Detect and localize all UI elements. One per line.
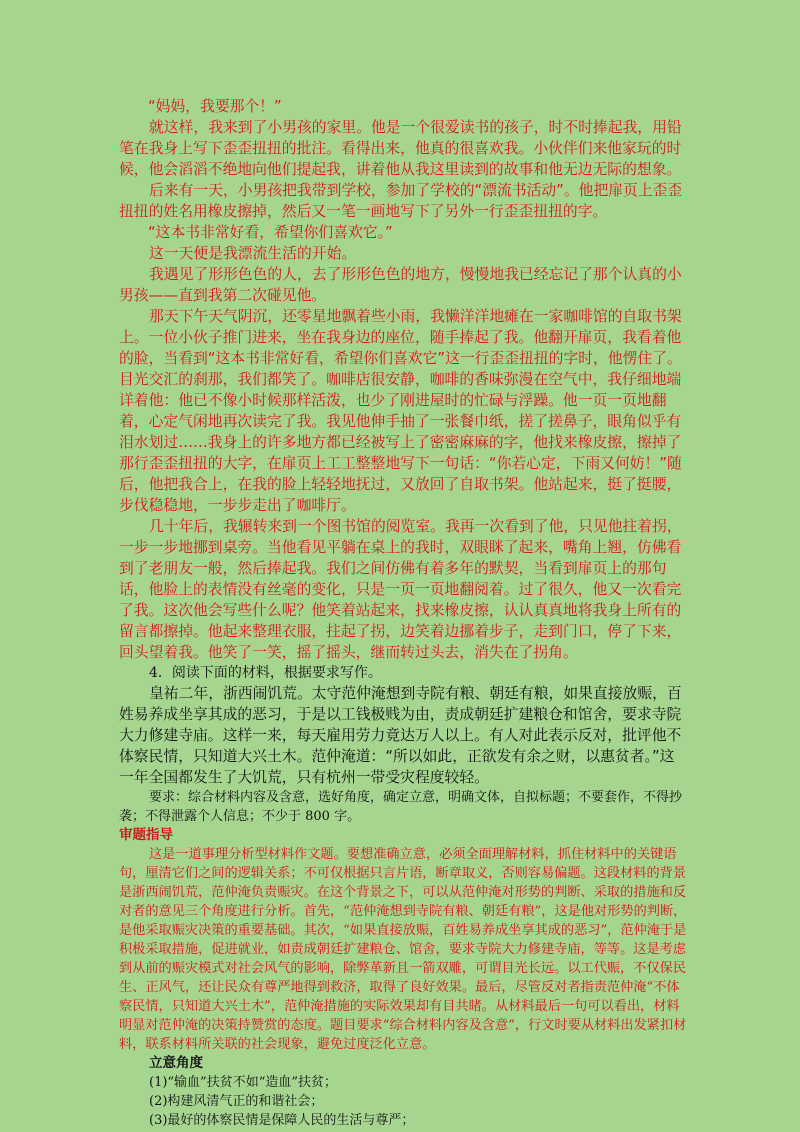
story-paragraph: 几十年后，我辗转来到一个图书馆的阅览室。我再一次看到了他，只见他拄着拐，一步一步地挪到桌旁。当他看见平躺在桌上的我时，双眼眯了起来，嘴角上翘，仿佛看到了老朋友一般，然后捧起我。我们之间仿佛有着多年的默契，当看到扉页上的那句话，他脸上的表情没有丝毫的变化，只是一页一页地翻阅着。过了很久，他又一次看完了我。这次他会写些什么呢？他笑着站起来，找来橡皮擦，认认真真地将我身上所有的留言都擦掉。他起来整理衣服，拄起了拐，边笑着边挪着步子，走到门口，停了下来，回头望着我。他笑了一笑，摇了摇头，继而转过头去，消失在了拐角。 <box>119 518 682 661</box>
story-paragraph: 后来有一天，小男孩把我带到学校，参加了学校的“漂流书活动”。他把扉页上歪歪扭扭的姓名用橡皮擦掉，然后又一笔一画地写下了另外一行歪歪扭扭的字。 <box>119 182 683 220</box>
angles-heading: 立意角度 <box>149 1055 203 1071</box>
story-passage <box>119 96 687 663</box>
question-requirement: 要求：综合材料内容及含意，选好角度，确定立意，明确文体，自拟标题；不要套作，不得抄袭；不得泄露个人信息；不少于 800 字。 <box>119 790 683 824</box>
guide-text: 这是一道事理分析型材料作文题。要想准确立意，必须全面理解材料，抓住材料中的关键语句，厘清它们之间的逻辑关系；不可仅根据只言片语，断章取义，否则容易偏题。这段材料的背景是浙西闹饥荒，范仲淹负责赈灾。在这个背景之下，可以从范仲淹对形势的判断、采取的措施和反对者的意见三个角度进行分析。首先，“范仲淹想到寺院有粮、朝廷有粮”，这是他对形势的判断，是他采取赈灾决策的重要基础。其次，“如果直接放赈，百姓易养成坐享其成的恶习”，范仲淹于是积极采取措施，促进就业，如责成朝廷扩建粮仓、馆舍，要求寺院大力修建寺庙，等等。这是考虑到从前的赈灾模式对社会风气的影响，除弊革新且一箭双雕，可谓目光长远。以工代赈，不仅保民生、正风气，还让民众有尊严地得到救济，取得了良好效果。最后，尽管反对者指责范仲淹“不体察民情，只知道大兴土木”，范仲淹措施的实际效果却有目共睹。从材料最后一句可以看出，材料明显对范仲淹的决策持赞赏的态度。题目要求“综合材料内容及含意”，行文时要从材料出发紧扣材料，联系材料所关联的社会现象，避免过度泛化立意。 <box>119 847 687 1052</box>
angle-item: (2)构建风清气正的和谐社会； <box>149 1094 324 1109</box>
question-material: 皇祐二年，浙西闹饥荒。太守范仲淹想到寺院有粮、朝廷有粮，如果直接放赈，百姓易养成坐享其成的恶习，于是以工钱极贱为由，责成朝廷扩建粮仓和馆舍，要求寺院大力修建寺庙。这样一来，每天雇用劳力竟达万人以上。有人对此表示反对，批评他不体察民情，只知道大兴土木。范仲淹道：“所以如此，正欲发有余之财，以惠贫者。”这一年全国都发生了大饥荒，只有杭州一带受灾程度较轻。 <box>119 685 682 786</box>
story-paragraph: “妈妈，我要那个！” <box>148 98 282 115</box>
story-paragraph: 这一天便是我漂流生活的开始。 <box>149 245 357 262</box>
story-paragraph: “这本书非常好看，希望你们喜欢它。” <box>148 224 393 241</box>
angle-item: (3)最好的体察民情是保障人民的生活与尊严； <box>149 1113 415 1128</box>
story-paragraph: 那天下午天气阴沉，还零星地飘着些小雨，我懒洋洋地瘫在一家咖啡馆的自取书架上。一位小伙子推门进来，坐在我身边的座位，随手捧起了我。他翻开扉页，我看着他的脸，当看到“这本书非常好看，希望你们喜欢它”这一行歪歪扭扭的字时，他愣住了。目光交汇的刹那，我们都笑了。咖啡店很安静，咖啡的香味弥漫在空气中，我仔细地端详着他：他已不像小时候那样活泼，也少了刚进屋时的忙碌与浮躁。他一页一页地翻着，心定气闲地再次读完了我。我见他伸手抽了一张餐巾纸，搓了搓鼻子，眼角似乎有泪水划过……我身上的许多地方都已经被写上了密密麻麻的字，他找来橡皮擦，擦掉了那行歪歪扭扭的大字，在扉页上工工整整地写下一句话：“你若心定，下雨又何妨！”随后，他把我合上，在我的脸上轻轻地抚过，又放回了自取书架。他站起来，挺了挺腰，步伐稳稳地，一步步走出了咖啡厅。 <box>119 308 682 514</box>
guide-heading: 审题指导 <box>119 827 173 843</box>
story-paragraph: 我遇见了形形色色的人，去了形形色色的地方，慢慢地我已经忘记了那个认真的小男孩——直到我第二次碰见他。 <box>119 266 682 304</box>
question-title: 4．阅读下面的材料，根据要求写作。 <box>149 665 382 681</box>
angle-item: (1)“输血”扶贫不如“造血”扶贫； <box>149 1075 337 1090</box>
story-paragraph: 就这样，我来到了小男孩的家里。他是一个很爱读书的孩子，时不时捧起我，用铅笔在我身上写下歪歪扭扭的批注。看得出来，他真的很喜欢我。小伙伴们来他家玩的时候，他会滔滔不绝地向他们提起我，讲着他从我这里读到的故事和他无边无际的想象。 <box>119 119 682 178</box>
page-content <box>119 96 687 1130</box>
